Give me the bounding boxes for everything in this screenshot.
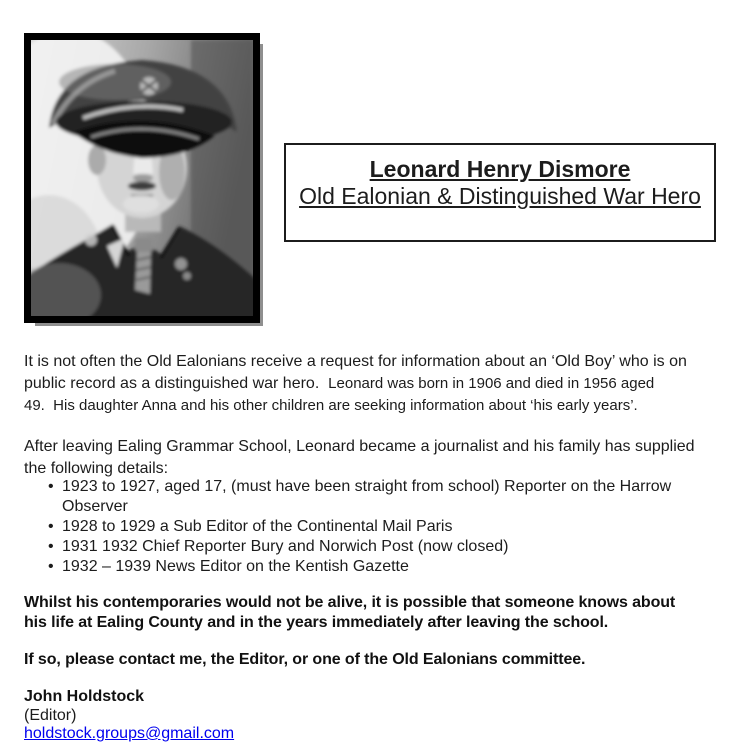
text-line: Whilst his contemporaries would not be alive, it is possible that someone knows about (24, 594, 676, 611)
text-line: public record as a distinguished war hero. Leonard was born in 1906 and died in 1956 aged (24, 375, 655, 392)
title-box (284, 143, 716, 242)
bullet-icon: • (48, 538, 54, 555)
portrait-photo (24, 33, 260, 323)
signature-block (24, 688, 744, 744)
appeal-paragraph (24, 593, 744, 633)
text-line: his life at Ealing County and in the years immediately after leaving the school. (24, 614, 609, 631)
text-line: After leaving Ealing Grammar School, Leonard became a journalist and his family has supplied (24, 438, 695, 455)
bullet-icon: • (48, 558, 54, 575)
bullet-icon: • (48, 518, 54, 535)
portrait-illustration (31, 40, 253, 316)
text-line: 49. His daughter Anna and his other children are seeking information about ‘his early years’. (24, 397, 638, 414)
text-line: It is not often the Old Ealonians receive a request for information about an ‘Old Boy’ who is on (24, 353, 687, 370)
text-line: the following details: (24, 460, 169, 477)
bullet-icon: • (48, 478, 54, 495)
body-text (24, 351, 744, 744)
signature-name: John Holdstock (24, 688, 145, 705)
title-subtitle: Old Ealonian & Distinguished War Hero (299, 183, 701, 209)
email-link[interactable]: holdstock.groups@gmail.com (24, 725, 235, 742)
bullet-row: • 1932 – 1939 News Editor on the Kentish Gazette (48, 558, 409, 575)
bullet-row: • 1923 to 1927, aged 17, (must have been straight from school) Reporter on the Harrow (48, 478, 672, 495)
text-line: If so, please contact me, the Editor, or one of the Old Ealonians committee. (24, 651, 586, 668)
contact-paragraph (24, 650, 744, 670)
bullet-row: • 1928 to 1929 a Sub Editor of the Continental Mail Paris (48, 518, 453, 535)
signature-role: (Editor) (24, 706, 77, 724)
bullet-row: Observer (62, 498, 128, 515)
career-bullet-list (48, 477, 744, 577)
title-name: Leonard Henry Dismore (369, 156, 631, 182)
details-paragraph (24, 436, 744, 480)
intro-paragraph (24, 351, 744, 417)
bullet-row: • 1931 1932 Chief Reporter Bury and Norwich Post (now closed) (48, 538, 509, 555)
